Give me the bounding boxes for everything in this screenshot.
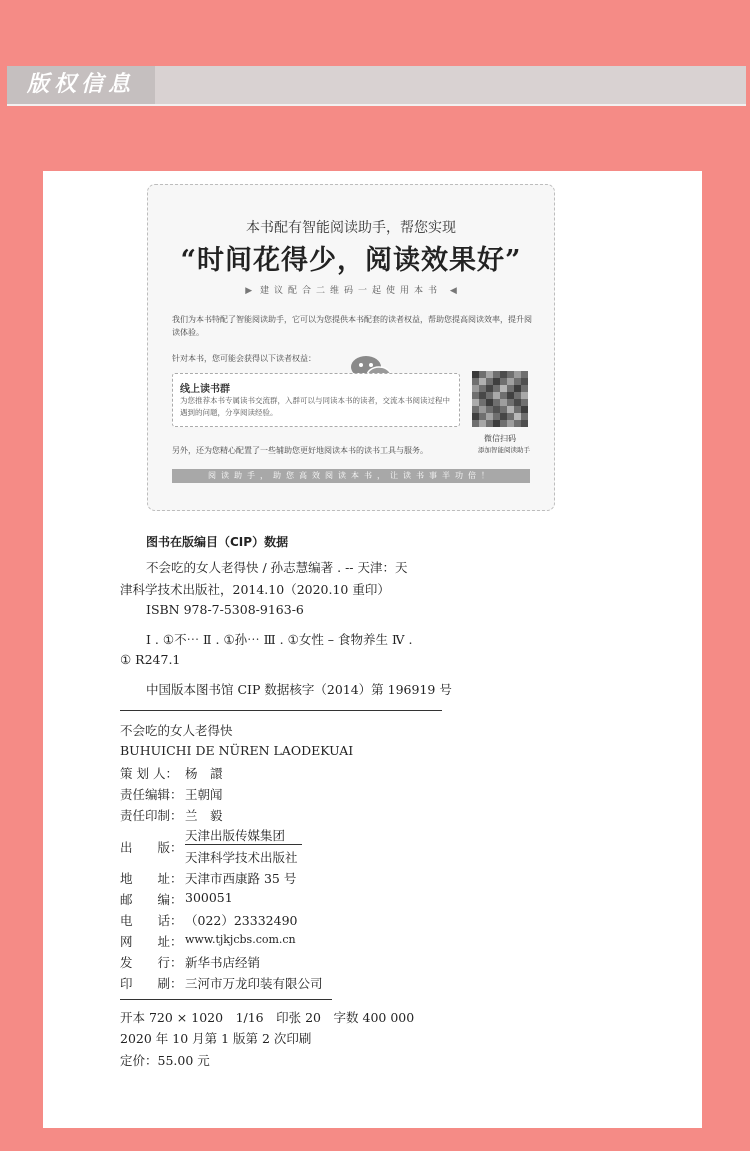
credit-label: 策 划 人： [120,766,178,781]
triangle-right-icon: ▶ [245,286,253,296]
copyright-page [43,171,702,1128]
section-header-bar [7,66,746,106]
promo-subtitle: 本书配有智能阅读助手，帮您实现 [246,220,456,236]
cip-record: 中国版本图书馆 CIP 数据核字（2014）第 196919 号 [146,682,452,697]
rights-label: 针对本书，您可能会获得以下读者权益： [172,354,316,363]
book-title: 不会吃的女人老得快 [120,723,233,738]
book-price: 定价：55.00 元 [120,1053,210,1068]
credit-label: 责任印制： [120,808,183,823]
reader-group-box [172,373,460,427]
info-value: 300051 [185,890,233,905]
publisher-name: 天津科学技术出版社 [185,850,298,865]
info-value: （022）23332490 [185,913,298,928]
info-label: 发 行： [120,955,183,970]
group-title: 线上读书群 [180,384,230,395]
publisher-group: 天津出版传媒集团 [185,828,286,843]
group-description: 为您推荐本书专属读书交流群，入群可以与同读本书的读者，交流本书阅读过程中遇到的问题，分享阅读经验。 [180,396,450,417]
promo-hint-text: 建议配合二维码一起使用本书 [259,286,442,296]
info-label: 邮 编： [120,892,183,907]
cip-title: 图书在版编目（CIP）数据 [146,535,289,549]
info-value: 天津市西康路 35 号 [185,871,297,886]
credit-label: 责任编辑： [120,787,183,802]
divider-top [120,710,442,711]
qr-code[interactable] [472,371,528,427]
info-label: 网 址： [120,934,183,949]
qr-subcaption: 添加智能阅读助手 [478,446,530,454]
section-title: 版权信息 [7,66,155,104]
cip-line-2: 津科学技术出版社，2014.10（2020.10 重印） [120,582,390,597]
reading-assistant-card [147,184,555,511]
publisher-divider [185,844,302,845]
info-value: 新华书店经销 [185,955,261,970]
cip-line-1: 不会吃的女人老得快 / 孙志慧编著 . -- 天津：天 [146,560,408,575]
credit-value: 王朝闻 [185,787,223,802]
triangle-left-icon: ◀ [449,286,457,296]
book-title-pinyin: BUHUICHI DE NÜREN LAODEKUAI [120,743,354,758]
promo-banner: 阅读助手，助您高效阅读本书，让读书事半功倍！ [172,469,530,483]
promo-hint [148,283,554,296]
cip-class-2: ① R247.1 [120,652,181,667]
info-label: 电 话： [120,913,183,928]
publisher-label: 出 版： [120,840,183,855]
promo-headline: “时间花得少，阅读效果好” [180,245,522,276]
info-website[interactable]: www.tjkjcbs.com.cn [185,933,296,946]
qr-caption: 微信扫码 [484,434,516,443]
divider-bottom [120,999,332,1000]
credit-value: 兰 毅 [185,808,223,823]
credit-value: 杨 譞 [185,766,223,781]
cip-class-1: Ⅰ . ①不⋯ Ⅱ . ①孙⋯ Ⅲ . ①女性 – 食物养生 Ⅳ . [146,632,413,647]
info-value: 三河市万龙印装有限公司 [185,976,323,991]
info-label: 地 址： [120,871,183,886]
cip-isbn: ISBN 978-7-5308-9163-6 [146,602,304,617]
promo-intro: 我们为本书特配了智能阅读助手，它可以为您提供本书配套的读者权益，帮助您提高阅读效率，提升阅读体验。 [172,315,532,337]
promo-extra: 另外，还为您精心配置了一些辅助您更好地阅读本书的读书工具与服务。 [172,446,428,455]
book-format: 开本 720 × 1020 1/16 印张 20 字数 400 000 [120,1010,415,1025]
info-label: 印 刷： [120,976,183,991]
book-edition: 2020 年 10 月第 1 版第 2 次印刷 [120,1031,312,1046]
